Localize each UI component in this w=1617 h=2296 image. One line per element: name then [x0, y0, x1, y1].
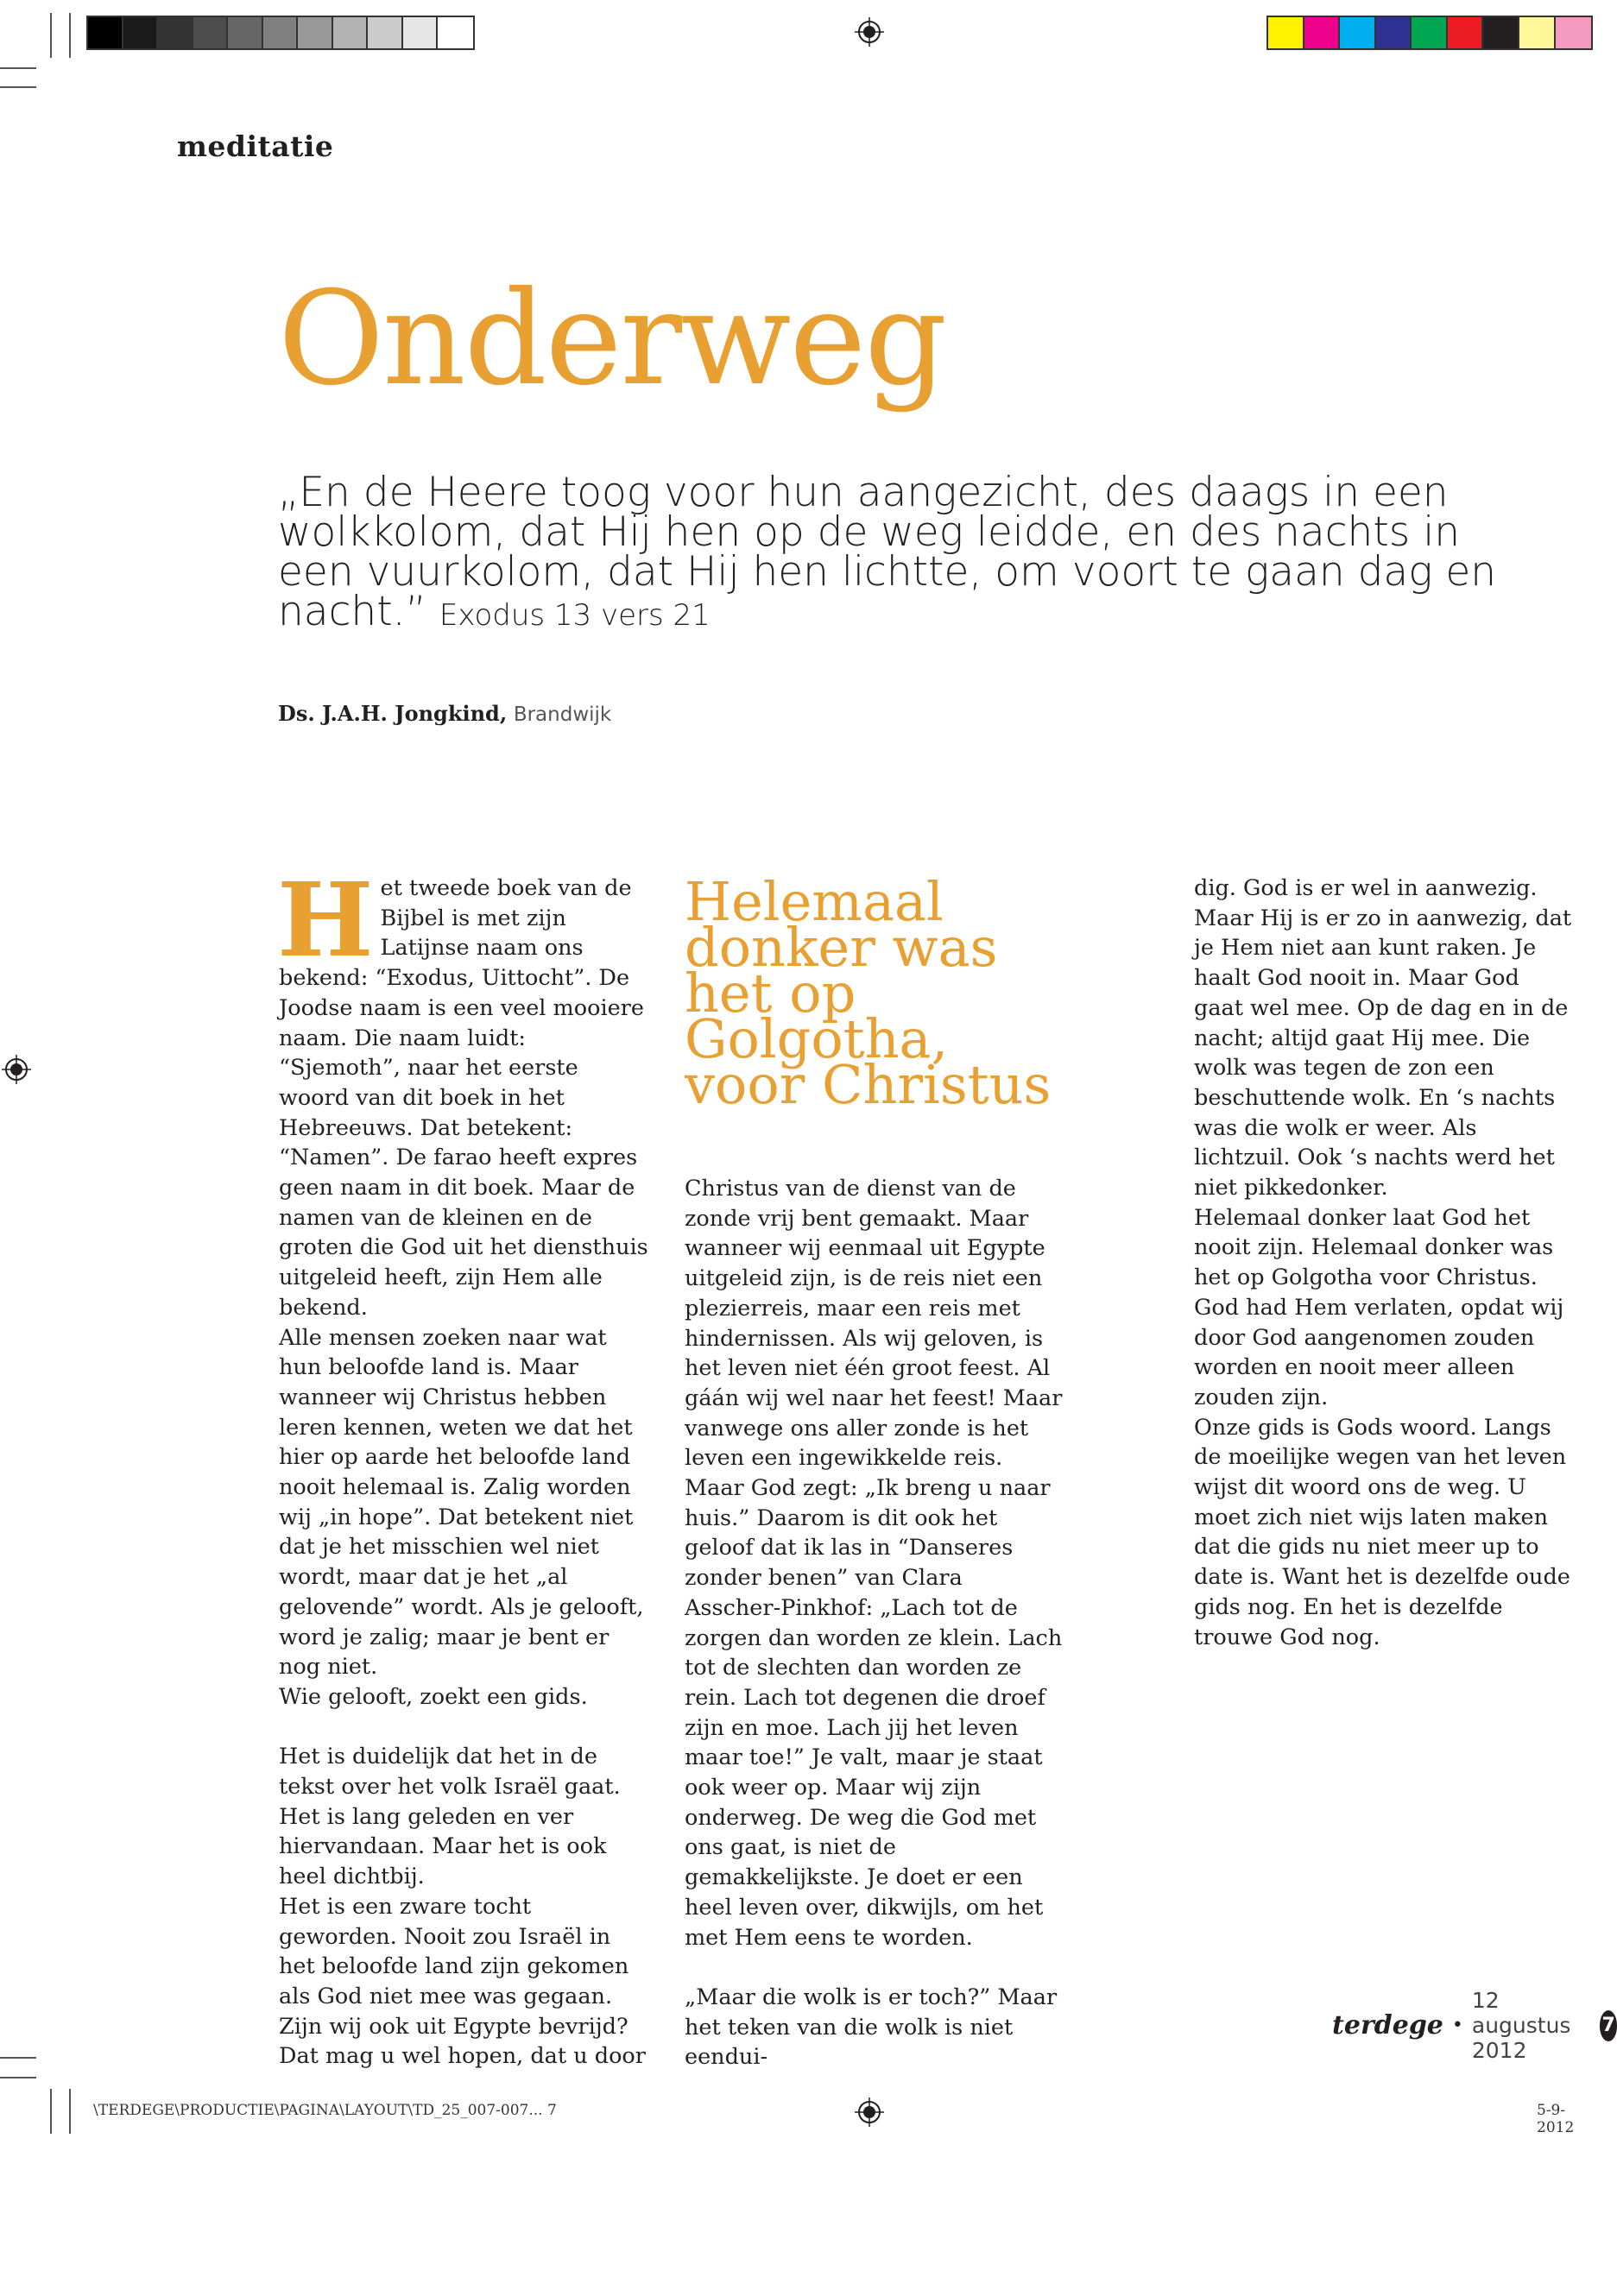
color-swatch: [1268, 17, 1304, 48]
color-swatch: [193, 17, 229, 48]
color-swatch: [158, 17, 193, 48]
bible-quote: [278, 469, 1504, 635]
color-swatch: [1448, 17, 1484, 48]
color-swatch: [88, 17, 123, 48]
crop-mark: [0, 86, 36, 88]
color-swatch: [438, 17, 473, 48]
issue-date: 12 augustus 2012: [1471, 1988, 1571, 2063]
author-byline: [278, 701, 611, 726]
magazine-logo: terdege: [1332, 2010, 1443, 2041]
color-swatch: [263, 17, 299, 48]
crop-mark: [0, 2077, 36, 2078]
paragraph: Onze gids is Gods woord. Langs de moeilijke wegen van het leven wijst dit woord ons de weg. U moet zich niet wijs laten maken dat die gids nu niet meer up to date is. Want het is dezelfde oude gids nog. En het is dezelfde trouwe God nog.: [1194, 1414, 1570, 1650]
paragraph: Het tweede boek van de Bijbel is met zijn Latijnse naam ons bekend: “Exodus, Uittocht”. De Joodse naam is een veel mooiere naam. Die naam luidt: “Sjemoth”, naar het eerste woord van dit boek in het Hebreeuws. Dat betekent: “Namen”. De farao heeft expres geen naam in dit boek. Maar de namen van de kleinen en de groten die God uit het diensthuis uitgeleid heeft, zijn Hem alle bekend.: [277, 860, 648, 1321]
quote-text: „En de Heere toog voor hun aangezicht, des daags in een wolkkolom, dat Hij hen op de weg leidde, en des nachts in een vuurkolom, dat Hij hen lichtte, om voort te gaan dag en nacht.”: [278, 469, 1497, 635]
crop-mark: [0, 67, 36, 69]
quote-reference: Exodus 13 vers 21: [439, 598, 711, 633]
color-swatch: [1483, 17, 1519, 48]
page-footer: [1332, 1988, 1617, 2063]
color-swatch: [1340, 17, 1376, 48]
color-swatch: [298, 17, 333, 48]
color-swatch: [403, 17, 439, 48]
color-swatch: [333, 17, 369, 48]
color-swatch: [123, 17, 159, 48]
paragraph: Wie gelooft, zoekt een gids.: [279, 1683, 588, 1710]
crop-mark: [50, 13, 52, 58]
article-column-1: [277, 860, 650, 2072]
color-swatch: [1519, 17, 1556, 48]
author-place: Brandwijk: [513, 703, 612, 726]
paragraph: dig. God is er wel in aanwezig. Maar Hij is er zo in aanwezig, dat je Hem niet aan kunt raken. Je haalt God nooit in. Maar God gaat wel mee. Op de dag en in de nacht; altijd gaat Hij mee. Die wolk was tegen de zon een beschuttende wolk. En ‘s nachts was die wolk er weer. Als lichtzuil. Ook ‘s nachts werd het niet pikkedonker.: [1194, 875, 1572, 1202]
paragraph: Helemaal donker laat God het nooit zijn. Helemaal donker was het op Golgotha voor Christus. God had Hem verlaten, opdat wij door God aangenomen zouden worden en nooit meer alleen zouden zijn.: [1194, 1204, 1564, 1410]
author-name: Ds. J.A.H. Jongkind,: [278, 701, 508, 726]
color-swatch: [1376, 17, 1412, 48]
color-swatch: [1304, 17, 1341, 48]
print-slug-date: 5-9-2012: [1537, 2102, 1575, 2136]
footer-separator: •: [1451, 2015, 1463, 2036]
drop-cap: H: [277, 860, 374, 980]
registration-mark-icon: [855, 17, 884, 47]
crop-mark: [0, 2057, 36, 2059]
color-calibration-bar: [1266, 16, 1593, 50]
grey-calibration-bar: [86, 16, 475, 50]
paragraph: Het is een zware tocht geworden. Nooit zou Israël in het beloofde land zijn gekomen als God niet mee was gegaan.: [279, 1893, 629, 2009]
page-number: 7: [1600, 2010, 1617, 2041]
registration-mark-icon: [2, 1055, 31, 1084]
color-swatch: [228, 17, 263, 48]
paragraph: Alle mensen zoeken naar wat hun beloofde land is. Maar wanneer wij Christus hebben leren kennen, weten we dat het hier op aarde het beloofde land nooit helemaal is. Zalig worden wij „in hope”. Dat betekent niet dat je het misschien wel niet wordt, maar dat je het „al gelovende” wordt. Als je gelooft, word je zalig; maar je bent er nog niet.: [279, 1324, 644, 1681]
crop-mark: [69, 2089, 71, 2134]
article-title: Onderweg: [278, 264, 946, 414]
paragraph: „Maar die wolk is er toch?” Maar het teken van die wolk is niet eendui-: [685, 1984, 1058, 2071]
article-column-3: [1194, 874, 1574, 1652]
print-slug-path: \TERDEGE\PRODUCTIE\PAGINA\LAYOUT\TD_25_007-007... 7: [93, 2102, 557, 2119]
section-label: meditatie: [177, 129, 334, 163]
pull-quote: Helemaal donker was het op Golgotha, voor Christus: [685, 870, 1052, 1116]
crop-mark: [50, 2089, 52, 2134]
paragraph: Christus van de dienst van de zonde vrij bent gemaakt. Maar wanneer wij eenmaal uit Egypte uitgeleid zijn, is de reis niet een plezierreis, maar een reis met hindernissen. Als wij geloven, is het leven niet één groot feest. Al gáán wij wel naar het feest! Maar vanwege ons aller zonde is het leven een ingewikkelde reis. Maar God zegt: „Ik breng u naar huis.” Daarom is dit ook het geloof dat ik las in “Danseres zonder benen” van Clara Asscher-Pinkhof: „Lach tot de zorgen dan worden ze klein. Lach tot de slechten dan worden ze rein. Lach tot degenen die droef zijn en moe. Lach jij het leven maar toe!” Je valt, maar je staat ook weer op. Maar wij zijn onderweg. De weg die God met ons gaat, is niet de gemakkelijkste. Je doet er een heel leven over, dikwijls, om het met Hem eens te worden.: [685, 1176, 1063, 1951]
crop-mark: [69, 13, 71, 58]
paragraph: Het is duidelijk dat het in de tekst over het volk Israël gaat. Het is lang geleden en ver hiervandaan. Maar het is ook heel dichtbij.: [279, 1744, 621, 1890]
color-swatch: [1412, 17, 1448, 48]
article-column-2: [685, 1174, 1064, 2072]
paragraph: Zijn wij ook uit Egypte bevrijd? Dat mag u wel hopen, dat u door: [279, 2013, 646, 2070]
registration-mark-icon: [855, 2097, 884, 2127]
color-swatch: [1556, 17, 1592, 48]
color-swatch: [368, 17, 403, 48]
